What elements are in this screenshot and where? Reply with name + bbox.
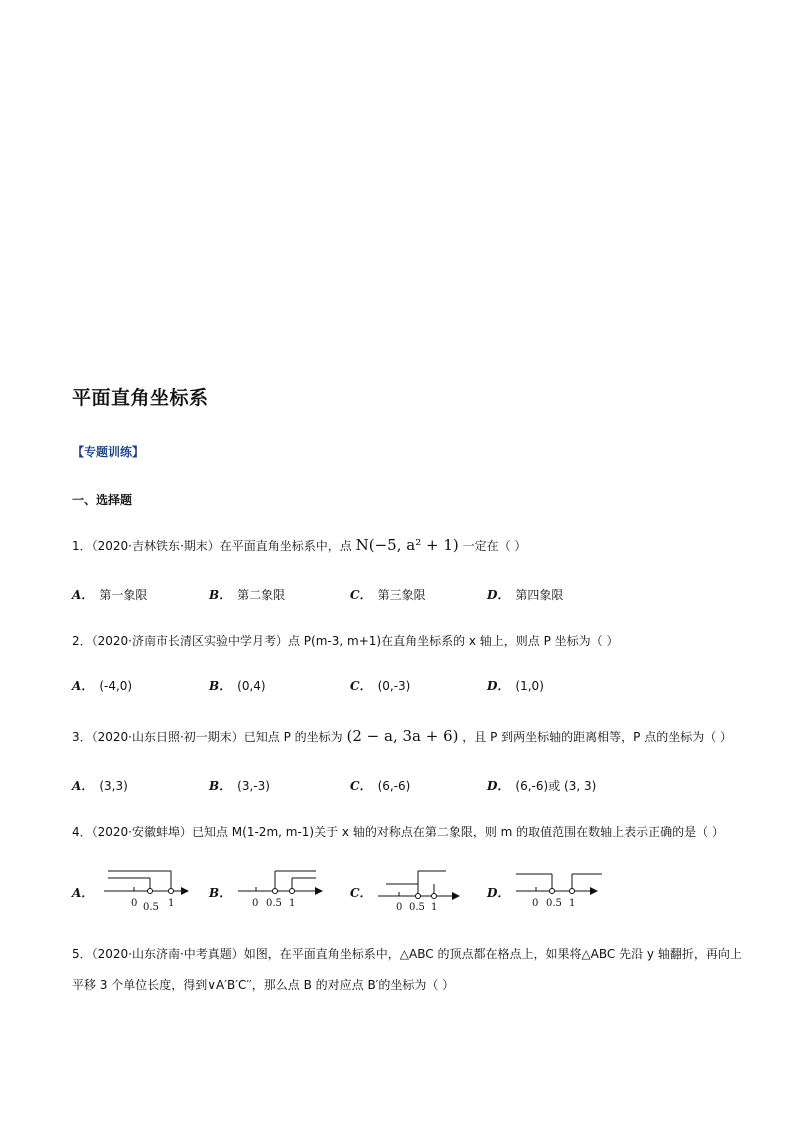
svg-text:0: 0	[252, 898, 259, 909]
tick-label-0: 0	[131, 898, 138, 909]
page-title: 平面直角坐标系	[72, 387, 209, 409]
question-1-math: N(−5, a² + 1)	[355, 536, 459, 554]
q3-option-b[interactable]: B． (3,-3)	[209, 779, 270, 793]
q4-option-c-number-line	[372, 866, 472, 914]
q2-option-b[interactable]: B． (0,4)	[209, 679, 266, 693]
q2-option-d[interactable]: D． (1,0)	[487, 679, 544, 693]
section-tag: 【专题训练】	[72, 445, 145, 459]
svg-text:0.5: 0.5	[409, 902, 425, 913]
question-1	[72, 536, 526, 554]
q1-option-b[interactable]: B． 第二象限	[209, 588, 286, 602]
question-3-prefix: 3．（2020·山东日照·初一期末）已知点 P 的坐标为	[72, 730, 343, 744]
svg-text:1: 1	[431, 902, 438, 913]
q1-option-a[interactable]: A． 第一象限	[72, 588, 148, 602]
q3-option-a[interactable]: A． (3,3)	[72, 779, 128, 793]
question-4: 4．（2020·安徽蚌埠）已知点 M(1-2m, m-1)关于 x 轴的对称点在第二象限，则 m 的取值范围在数轴上表示正确的是（ ）	[72, 825, 724, 839]
question-3-math: (2 − a, 3a + 6)	[346, 727, 459, 745]
svg-text:0: 0	[532, 898, 539, 909]
svg-text:0.5: 0.5	[546, 898, 562, 909]
tick-label-1: 1	[168, 898, 175, 909]
svg-text:0: 0	[396, 902, 403, 913]
q1-option-c[interactable]: C． 第三象限	[350, 588, 426, 602]
q3-option-d[interactable]: D． (6,-6)或 (3, 3)	[487, 779, 597, 793]
q4-option-d-number-line	[510, 866, 610, 914]
q4-option-d[interactable]: D．	[487, 886, 510, 900]
svg-text:1: 1	[569, 898, 576, 909]
section-heading: 一、选择题	[72, 493, 133, 507]
question-1-suffix: 一定在（ ）	[462, 539, 527, 553]
tick-label-0.5: 0.5	[143, 902, 159, 913]
question-1-prefix: 1．（2020·吉林铁东·期末）在平面直角坐标系中，点	[72, 539, 352, 553]
q4-option-a[interactable]: A．	[72, 886, 94, 900]
question-3	[72, 727, 732, 745]
svg-text:0.5: 0.5	[266, 898, 282, 909]
question-2: 2．（2020·济南市长清区实验中学月考）点 P(m-3, m+1)在直角坐标系的 x 轴上，则点 P 坐标为（ ）	[72, 634, 619, 648]
q4-option-a-number-line	[96, 866, 196, 914]
question-3-suffix: ，且 P 到两坐标轴的距离相等，P 点的坐标为（ ）	[462, 730, 733, 744]
q4-option-b[interactable]: B．	[209, 886, 232, 900]
q3-option-c[interactable]: C． (6,-6)	[350, 779, 411, 793]
q4-option-b-number-line	[230, 866, 330, 914]
q2-option-c[interactable]: C． (0,-3)	[350, 679, 411, 693]
q1-option-d[interactable]: D． 第四象限	[487, 588, 564, 602]
question-5-line-1: 5．（2020·山东济南·中考真题）如图，在平面直角坐标系中，△ABC 的顶点都在格点上，如果将△ABC 先沿 y 轴翻折，再向上	[72, 947, 742, 961]
svg-text:1: 1	[289, 898, 296, 909]
q4-option-c[interactable]: C．	[350, 886, 372, 900]
q2-option-a[interactable]: A． (-4,0)	[72, 679, 133, 693]
question-5-line-2: 平移 3 个单位长度，得到∨A′B′C′′，那么点 B 的对应点 B′的坐标为（ ）	[72, 978, 455, 992]
